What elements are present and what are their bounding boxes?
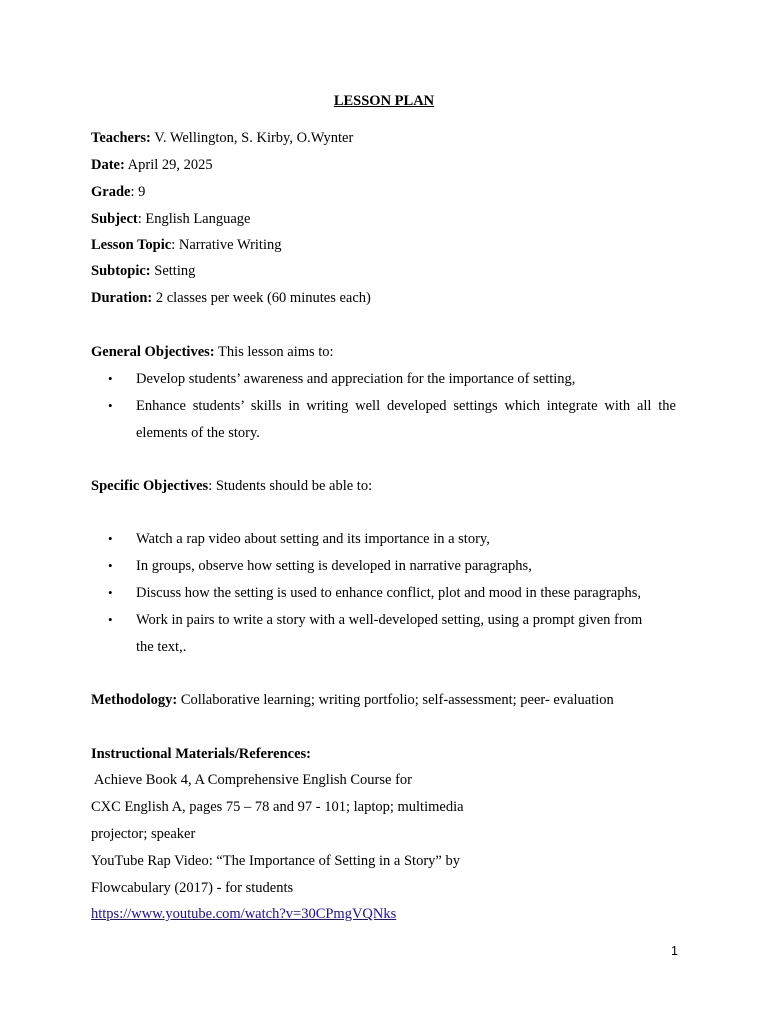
topic-label: Lesson Topic [91, 237, 172, 253]
subject-label: Subject [91, 211, 138, 227]
specific-objectives-label: Specific Objectives [91, 478, 209, 494]
materials-line: Achieve Book 4, A Comprehensive English Course for [91, 772, 412, 788]
teachers-label: Teachers: [91, 130, 151, 146]
bullet-icon: • [108, 558, 113, 573]
bullet-icon: • [108, 398, 113, 413]
subtopic-value: Setting [150, 263, 196, 279]
materials-line: YouTube Rap Video: “The Importance of Setting in a Story” by [91, 853, 460, 869]
specific-objective-item: In groups, observe how setting is developed in narrative paragraphs, [136, 558, 532, 574]
bullet-icon: • [108, 585, 113, 600]
teachers-line [91, 129, 353, 147]
specific-objective-item: Work in pairs to write a story with a well-developed setting, using a prompt given from [136, 612, 643, 628]
general-objectives-heading [91, 343, 334, 361]
subtopic-label: Subtopic: [91, 263, 151, 279]
date-line [91, 156, 213, 174]
duration-label: Duration: [91, 290, 153, 306]
grade-label: Grade [91, 184, 131, 200]
methodology-value: Collaborative learning; writing portfolio; self-assessment; peer- evaluation [177, 692, 614, 708]
materials-line: Flowcabulary (2017) - for students [91, 880, 294, 896]
date-value: April 29, 2025 [124, 157, 213, 173]
specific-objective-item-continued: the text,. [136, 639, 187, 655]
duration-value: 2 classes per week (60 minutes each) [152, 290, 371, 306]
topic-value: : Narrative Writing [171, 237, 282, 253]
youtube-link[interactable]: https://www.youtube.com/watch?v=30CPmgVQNks [91, 906, 397, 922]
subject-value: : English Language [137, 211, 251, 227]
page-title: LESSON PLAN [333, 93, 435, 109]
specific-objectives-heading [91, 477, 372, 495]
specific-objectives-intro: : Students should be able to: [208, 478, 373, 494]
methodology-label: Methodology: [91, 692, 178, 708]
page-number: 1 [671, 944, 678, 958]
general-objective-item: Enhance students’ skills in writing well developed settings which integrate with all the [136, 398, 676, 414]
general-objectives-label: General Objectives: [91, 344, 215, 360]
date-label: Date: [91, 157, 125, 173]
grade-line [91, 183, 145, 201]
bullet-icon: • [108, 371, 113, 386]
specific-objective-item: Watch a rap video about setting and its importance in a story, [136, 531, 490, 547]
bullet-icon: • [108, 531, 113, 546]
subject-line [91, 210, 251, 228]
methodology-line [91, 691, 614, 709]
general-objective-item: Develop students’ awareness and appreciation for the importance of setting, [136, 371, 576, 387]
specific-objective-item: Discuss how the setting is used to enhance conflict, plot and mood in these paragraphs, [136, 585, 641, 601]
materials-line: CXC English A, pages 75 – 78 and 97 - 101; laptop; multimedia [91, 799, 464, 815]
duration-line [91, 289, 371, 307]
general-objective-item-continued: elements of the story. [136, 425, 260, 441]
grade-value: : 9 [130, 184, 146, 200]
materials-heading: Instructional Materials/References: [91, 746, 311, 762]
topic-line [91, 236, 281, 254]
bullet-icon: • [108, 612, 113, 627]
subtopic-line [91, 262, 195, 280]
teachers-value: V. Wellington, S. Kirby, O.Wynter [150, 130, 354, 146]
materials-line: projector; speaker [91, 826, 196, 842]
general-objectives-intro: This lesson aims to: [214, 344, 334, 360]
